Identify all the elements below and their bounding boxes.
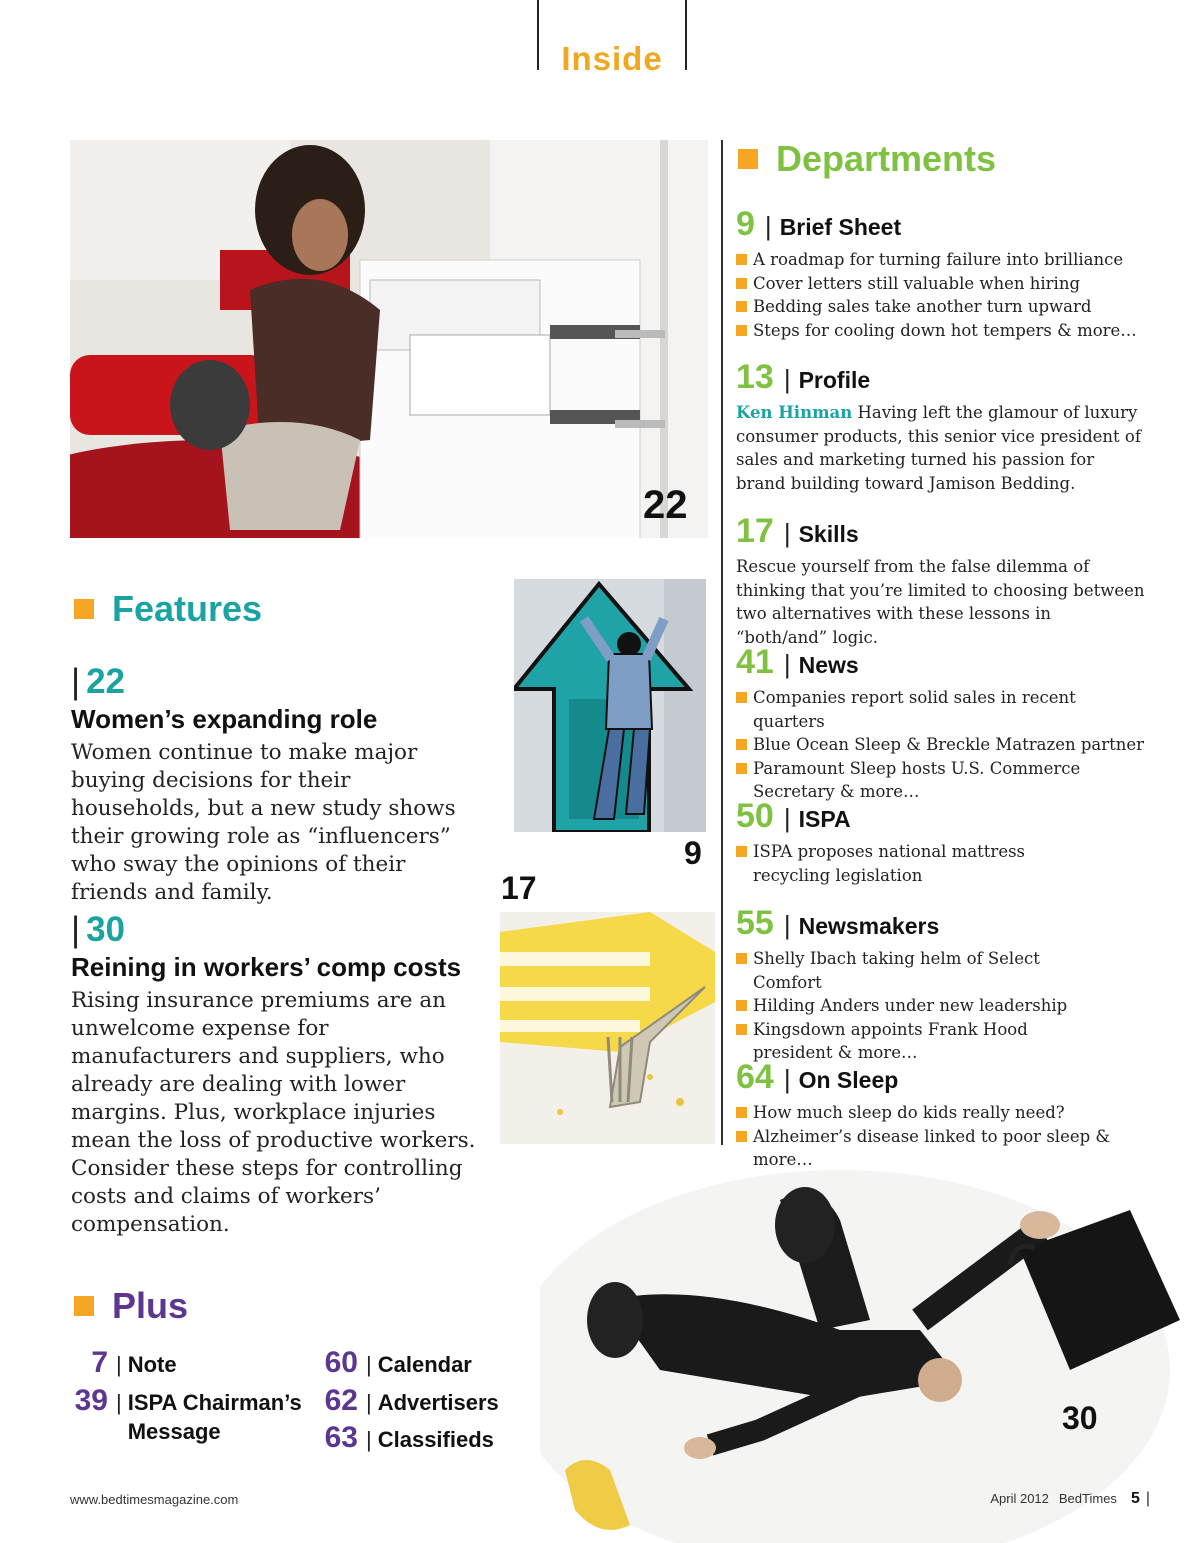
dept-brief-sheet: 9 | Brief Sheet A roadmap for turning failure into brilliance Cover letters still valuable when hiring Bedding sales take another turn upward Steps for cooling down hot tempers & more…: [736, 205, 1146, 342]
arrow-climber-art: [514, 579, 706, 832]
list-item: Shelly Ibach taking helm of Select Comfort: [736, 947, 1096, 994]
list-item: Steps for cooling down hot tempers & more…: [736, 319, 1146, 343]
square-bullet-icon: [738, 149, 758, 169]
dept-news: 41 | News Companies report solid sales in recent quarters Blue Ocean Sleep & Breckle Matrazen partner Paramount Sleep hosts U.S. Commerce Secretary & more…: [736, 643, 1146, 804]
square-bullet-icon: [74, 599, 94, 619]
page-number-9: 9: [684, 835, 702, 871]
dept-skills: 17 | Skills Rescue yourself from the false dilemma of thinking that you’re limited to choosing between two alternatives with these lessons in “both/and” logic.: [736, 512, 1145, 647]
woman-drawers-photo: [70, 140, 708, 538]
inside-header-box: [537, 0, 687, 77]
list-item: Kingsdown appoints Frank Hood president & more…: [736, 1018, 1096, 1065]
departments-heading: Departments: [738, 138, 996, 180]
footer-issue: April 2012: [990, 1491, 1049, 1506]
feature-workers-comp: | 30 Reining in workers’ comp costs Rising insurance premiums are an unwelcome expense for manufacturers and suppliers, who already are dealing with lower margins. Plus, workplace injuries mean the loss of productive workers. Consider these steps for controlling costs and claims of workers’ compensation.: [71, 910, 476, 1237]
dept-newsmakers: 55 | Newsmakers Shelly Ibach taking helm of Select Comfort Hilding Anders under new leadership Kingsdown appoints Frank Hood president & more…: [736, 904, 1146, 1065]
footer-magazine: BedTimes: [1058, 1491, 1117, 1506]
list-item: How much sleep do kids really need?: [736, 1101, 1146, 1125]
plus-item-note: 7 | Note: [91, 1346, 177, 1379]
list-item: Hilding Anders under new leadership: [736, 994, 1096, 1018]
profile-name: Ken Hinman: [736, 403, 853, 422]
page-title: Inside: [561, 40, 663, 77]
dept-profile: 13 | Profile Ken Hinman Having left the glamour of luxury consumer products, this senior vice president of sales and marketing turned his passion for brand building toward Jamison Bedding.: [736, 358, 1141, 493]
plus-heading: Plus: [74, 1285, 188, 1327]
plus-item-chairmans-message: 39 | ISPA Chairman’s Message: [74, 1384, 302, 1444]
departments-divider: [721, 140, 723, 1145]
list-item: Paramount Sleep hosts U.S. Commerce Secretary & more…: [736, 757, 1146, 804]
arrow-climber-illustration: [514, 579, 706, 832]
list-item: Alzheimer’s disease linked to poor sleep & more…: [736, 1125, 1146, 1172]
page-number-17: 17: [501, 870, 537, 906]
dept-ispa: 50 | ISPA ISPA proposes national mattress recycling legislation: [736, 797, 1146, 887]
plus-item-classifieds: 63 | Classifieds: [324, 1421, 494, 1454]
footer-folio: April 2012 BedTimes 5 |: [990, 1490, 1150, 1507]
list-item: Blue Ocean Sleep & Breckle Matrazen partner: [736, 733, 1146, 757]
page-number-30: 30: [1062, 1400, 1098, 1436]
list-item: ISPA proposes national mattress recycling legislation: [736, 840, 1086, 887]
dept-on-sleep: 64 | On Sleep How much sleep do kids really need? Alzheimer’s disease linked to poor sleep & more…: [736, 1058, 1146, 1172]
list-item: Cover letters still valuable when hiring: [736, 272, 1146, 296]
cake-photo: [500, 912, 715, 1144]
list-item: A roadmap for turning failure into brilliance: [736, 248, 1146, 272]
feature-womens-role: | 22 Women’s expanding role Women continue to make major buying decisions for their households, but a new study shows their growing role as “influencers” who sway the opinions of their friends and family.: [71, 662, 456, 905]
list-item: Bedding sales take another turn upward: [736, 295, 1146, 319]
falling-man-illustration: [540, 1170, 1180, 1543]
square-bullet-icon: [74, 1296, 94, 1316]
page-number-22: 22: [643, 483, 688, 527]
features-heading: Features: [74, 588, 262, 630]
plus-item-advertisers: 62 | Advertisers: [324, 1384, 499, 1417]
falling-man-photo: [540, 1170, 1180, 1543]
footer-url: www.bedtimesmagazine.com: [70, 1492, 239, 1507]
list-item: Companies report solid sales in recent quarters: [736, 686, 1146, 733]
cake-illustration: [500, 912, 715, 1144]
plus-item-calendar: 60 | Calendar: [324, 1346, 472, 1379]
woman-drawers-illustration: [70, 140, 708, 538]
page-number: 5: [1130, 1490, 1140, 1507]
